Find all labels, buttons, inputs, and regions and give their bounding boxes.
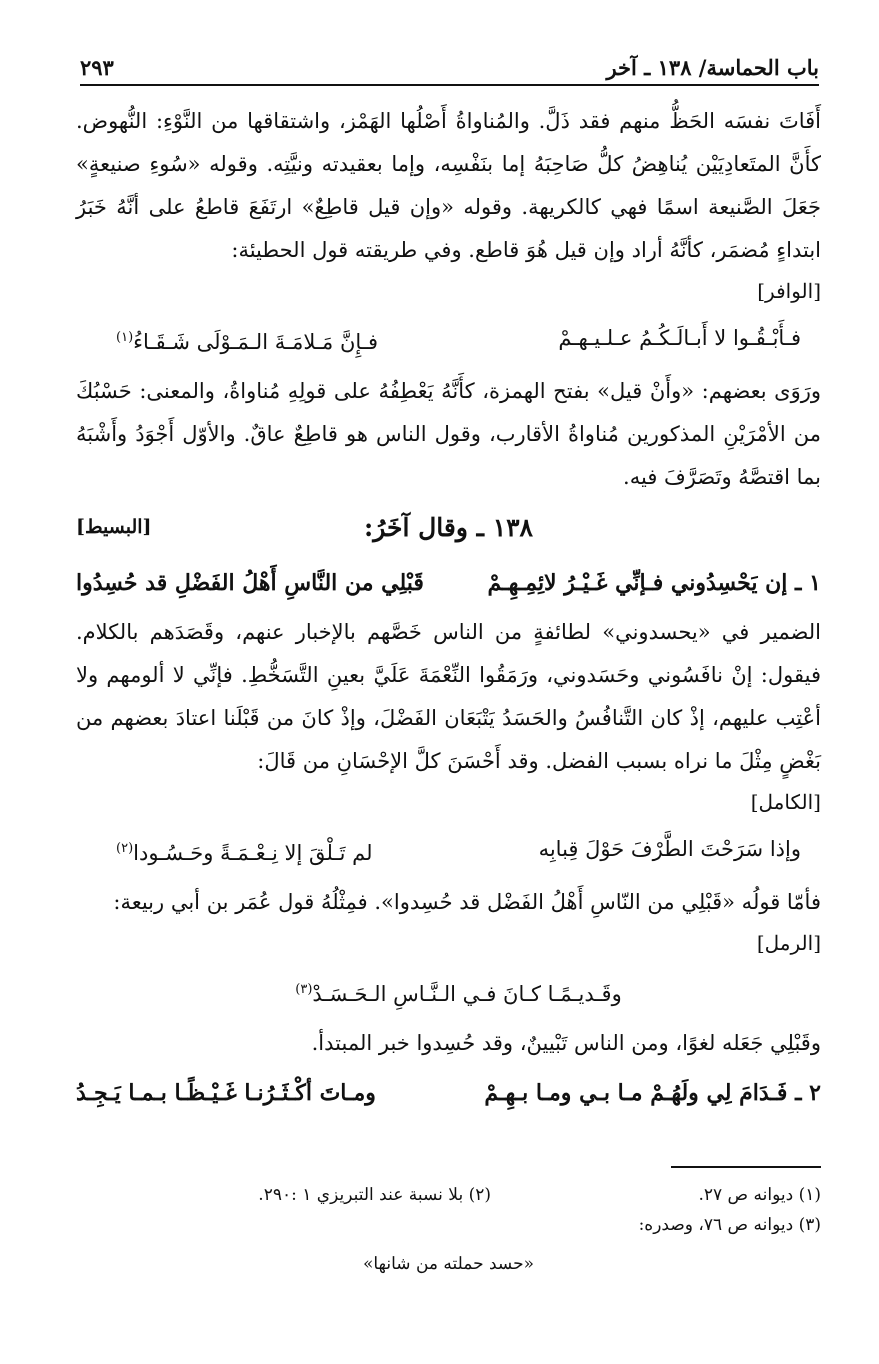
footnote-3: (٣) ديوانه ص ٧٦، وصدره: [638,1215,821,1235]
paragraph-3: الضمير في «يحسدوني» لطائفةٍ من الناس خَصَّهم بالإخبار عنهم، وقَصَدَهم بالكلام. فيقول: إنْ نافَسُوني وحَسَدوني، ورَمَقُوا النِّعْمَةَ عَلَيَّ بعينِ التَّسَخُّطِ. فإنِّي لا ألومهم ولا أعْتِب عليهم، إذْ كان التَّنافُسُ والحَسَدُ يَتْبَعَان الفَضْلَ، وإذْ كانَ من قَبْلَنا اعتادَ بعضهم من بَغْضٍ مِثْلَ ما نراه بسبب الفضل. وقد أَحْسَنَ كلَّ الإحْسَانِ من قَالَ: [76,620,821,773]
section-title: ١٣٨ ـ وقال آخَرُ: [364,512,533,542]
page-header [80,46,819,86]
verse-kamil-first: وإذا سَرَحْتَ الطَّرْفَ حَوْلَ قِبابِه [538,837,801,861]
paragraph-4: فأمّا قولُه «قَبْلِي من النّاسِ أَهْلُ الفَضْل قد حُسِدوا». فمِثْلُهُ قول عُمَر بن أبي ربيعة: [113,890,821,914]
poem-verse-2 [76,1065,821,1121]
poem-verse-2-second: ومـاتَ أكْـثَـرُنـا غَـيْـظًـا بـمـا يَـجِـدُ [76,1080,376,1106]
footnote-ref-2: (٢) [116,841,134,856]
footnote-3-quote: «حسد حملته من شانها» [362,1254,535,1274]
verse-kamil [76,821,821,881]
meter-tag-ramal: [الرمل] [756,931,821,955]
verse-ramal-text [295,966,621,1018]
meter-tag-basit: [البسيط] [76,516,152,538]
section-heading [76,499,821,555]
paragraph-5: وقَبْلِي جَعَله لغوًا، ومن الناس تَبْيينٌ، وقد حُسِدوا خبر المبتدأ. [311,1031,821,1055]
verse-kamil-second-text: لم تَـلْقَ إلا نِـعْـمَـةً وحَـسُـودا [133,841,373,865]
paragraph-2: ورَوَى بعضهم: «وأَنْ قيل» بفتح الهمزة، كأَنَّهُ يَعْطِفُهُ على قولِهِ مُناواةُ، والمعنى: حَسْبُكَ من الأمْرَيْنِ المذكورين مُناواةُ الأقارب، وقول الناس هو قاطِعٌ عاقٌ. والأوّل أَجْوَدُ وأَشْبَهُ بما اقتصَّهُ وتَصَرَّفَ فيه. [76,379,821,489]
meter-tag-wafir: [الوافر] [757,279,821,303]
footnotes [76,1166,821,1284]
footnote-ref-3: (٣) [295,982,313,997]
verse-kamil-second [116,825,373,877]
footnote-ref-1: (١) [116,330,134,345]
verse-ramal [76,962,821,1022]
verse-first-hemistich: فـأَبْـقُـوا لا أَبـالَـكُـمُ عـلـيـهـمْ [558,326,801,350]
verse-ramal-line: وقَـديـمًـا كـانَ فـي الـنَّـاسِ الـحَـسَـدْ [312,982,622,1006]
poem-verse-1 [76,555,821,611]
poem-verse-1-second: قَبْلِي من النَّاسِ أَهْلُ الفَضْلِ قد حُسِدُوا [76,570,424,596]
meter-tag-kamil: [الكامل] [750,790,821,814]
paragraph-1: أَفَاتَ نفسَه الحَظُّ منهم فقد ذَلَّ. والمُناواةُ أَصْلُها الهَمْز، واشتقاقها من النَّوْءِ: النُّهوض. كأَنَّ المتَعادِيَيْن يُناهِضُ كلُّ صَاحِبَهُ إما بنَفْسِه، وإما بعقيدته ونيَّتِه. وقوله «سُوءِ صنيعةٍ» جَعَلَ الصَّنيعة اسمًا فهي كالكريهة. وقوله «وإن قيل قاطِعٌ» ارتَفَعَ قاطعُ على أنَّهُ خَبَرُ ابتداءٍ مُضمَر، كأنَّهُ أراد وإن قيل هُوَ قاطع. وفي طريقته قول الحطيئة: [76,109,821,262]
verse-second-text: فـإِنَّ مَـلامَـةَ الـمَـوْلَى شَـقَـاءُ [133,330,378,354]
footnote-row-1 [76,1180,821,1210]
footnote-row-2 [76,1210,821,1240]
verse-second-hemistich [116,314,378,366]
footnote-1: (١) ديوانه ص ٢٧. [698,1185,821,1205]
poem-verse-2-first: ٢ ـ فَـدَامَ لِي ولَهُـمْ مـا بـي ومـا بـهِـمْ [484,1080,821,1106]
footnote-2: (٢) بلا نسبة عند التبريزي ١ :٢٩٠. [258,1185,491,1205]
page-number: ٢٩٣ [80,55,114,80]
verse-hutayah [76,310,821,370]
page-body [76,100,821,1121]
running-title: باب الحماسة/ ١٣٨ ـ آخر [606,55,819,80]
footnote-rule [671,1166,821,1168]
poem-verse-1-first: ١ ـ إن يَحْسِدُوني فـإنِّي غَـيْـرُ لائِمِـهِـمْ [487,570,821,596]
